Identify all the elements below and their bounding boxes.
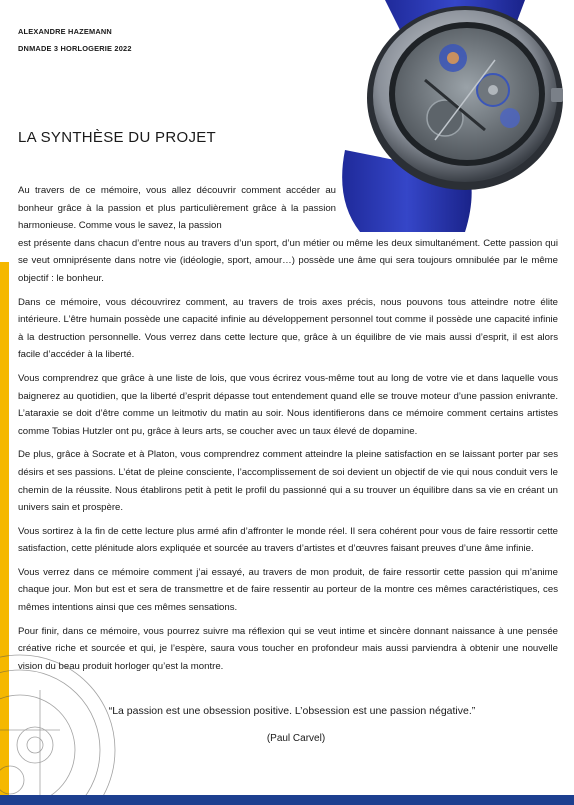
paragraph: Vous verrez dans ce mémoire comment j’ai essayé, au travers de mon produit, de faire ressortir cette passion qui m’anime chaque jour. Mon but est et sera de transmettre et de faire ressentir au porteur de la montre ces mêmes caractéristiques, ces mêmes intentions ainsi que ces mêmes sensations. (18, 566, 558, 614)
footer-band (0, 795, 574, 805)
paragraph: Dans ce mémoire, vous découvrirez comment, au travers de trois axes précis, nous pouvons tous atteindre notre élite intérieure. L’être humain possède une capacité infinie au développement personnel tout comme il possède une capacité infinie à la destruction personnelle. Vous verrez dans cette lecture que, grâce à un équilibre de vie mais aussi d’esprit, il est alors facile d’accéder à la liberté. (18, 296, 558, 361)
paragraph: est présente dans chacun d’entre nous au travers d’un sport, d’un métier ou même les deux simultanément. Cette passion qui se veut omniprésente dans notre vie (idéologie, sport, amour…) possède une âme qui sera toujours omnibulée par le même objectif : le bonheur. (18, 237, 558, 284)
watch-sketch (0, 630, 150, 805)
quote-text: “La passion est une obsession positive. L’obsession est une passion négative.” (108, 705, 476, 717)
quote-author: (Paul Carvel) (266, 733, 326, 744)
paragraph: De plus, grâce à Socrate et à Platon, vous comprendrez comment atteindre la pleine satisfaction en se laissant porter par ses désirs et ses passions. L’état de pleine consciente, l’accomplissement de soi devient un objectif de vie qui nous conduit vers le chemin de la réussite. Nous établirons petit à petit le profil du passionné qui a su trouver un équilibre dans sa vie en créant un univers sain et prospère. (18, 449, 558, 514)
page-title: LA SYNTHÈSE DU PROJET (18, 129, 217, 146)
paragraph: Pour finir, dans ce mémoire, vous pourrez suivre ma réflexion qui se veut intime et sincère donnant naissance à une pensée créative riche et sourcée et qui, je l’espère, saura vous toucher en profondeur mais aussi parviendra à obtenir une nouvelle vision du beau produit horloger qu’est la montre. (18, 625, 558, 672)
course-label: DNMADE 3 HORLOGERIE 2022 (18, 44, 132, 53)
paragraph: Vous comprendrez que grâce à une liste de lois, que vous écrirez vous-même tout au long de votre vie et dans laquelle vous baignerez au quotidien, que la liberté d’esprit dépasse tout entendement quand elle se trouve moteur d’une passion enivrante. L’ataraxie se doit d’être comme un leitmotiv du matin au soir. Nous identifierons dans ce mémoire comment certains artistes comme Tobias Hutzler ont pu, grâce à leurs arts, se coucher avec un taux élevé de dopamine. (18, 372, 558, 437)
paragraph: Vous sortirez à la fin de cette lecture plus armé afin d’affronter le monde réel. Il sera cohérent pour vous de faire ressortir cette satisfaction, cette plénitude alors expliquée et sourcée au travers d’artistes et d’œuvres faisant preuves d’une âme infinie. (18, 525, 558, 555)
author-name: ALEXANDRE HAZEMANN (18, 27, 112, 36)
paragraph: Au travers de ce mémoire, vous allez découvrir comment accéder au bonheur grâce à la passion et plus particulièrement grâce à la passion harmonieuse. Comme vous le savez, la passion (18, 185, 336, 232)
body-text (18, 182, 558, 681)
